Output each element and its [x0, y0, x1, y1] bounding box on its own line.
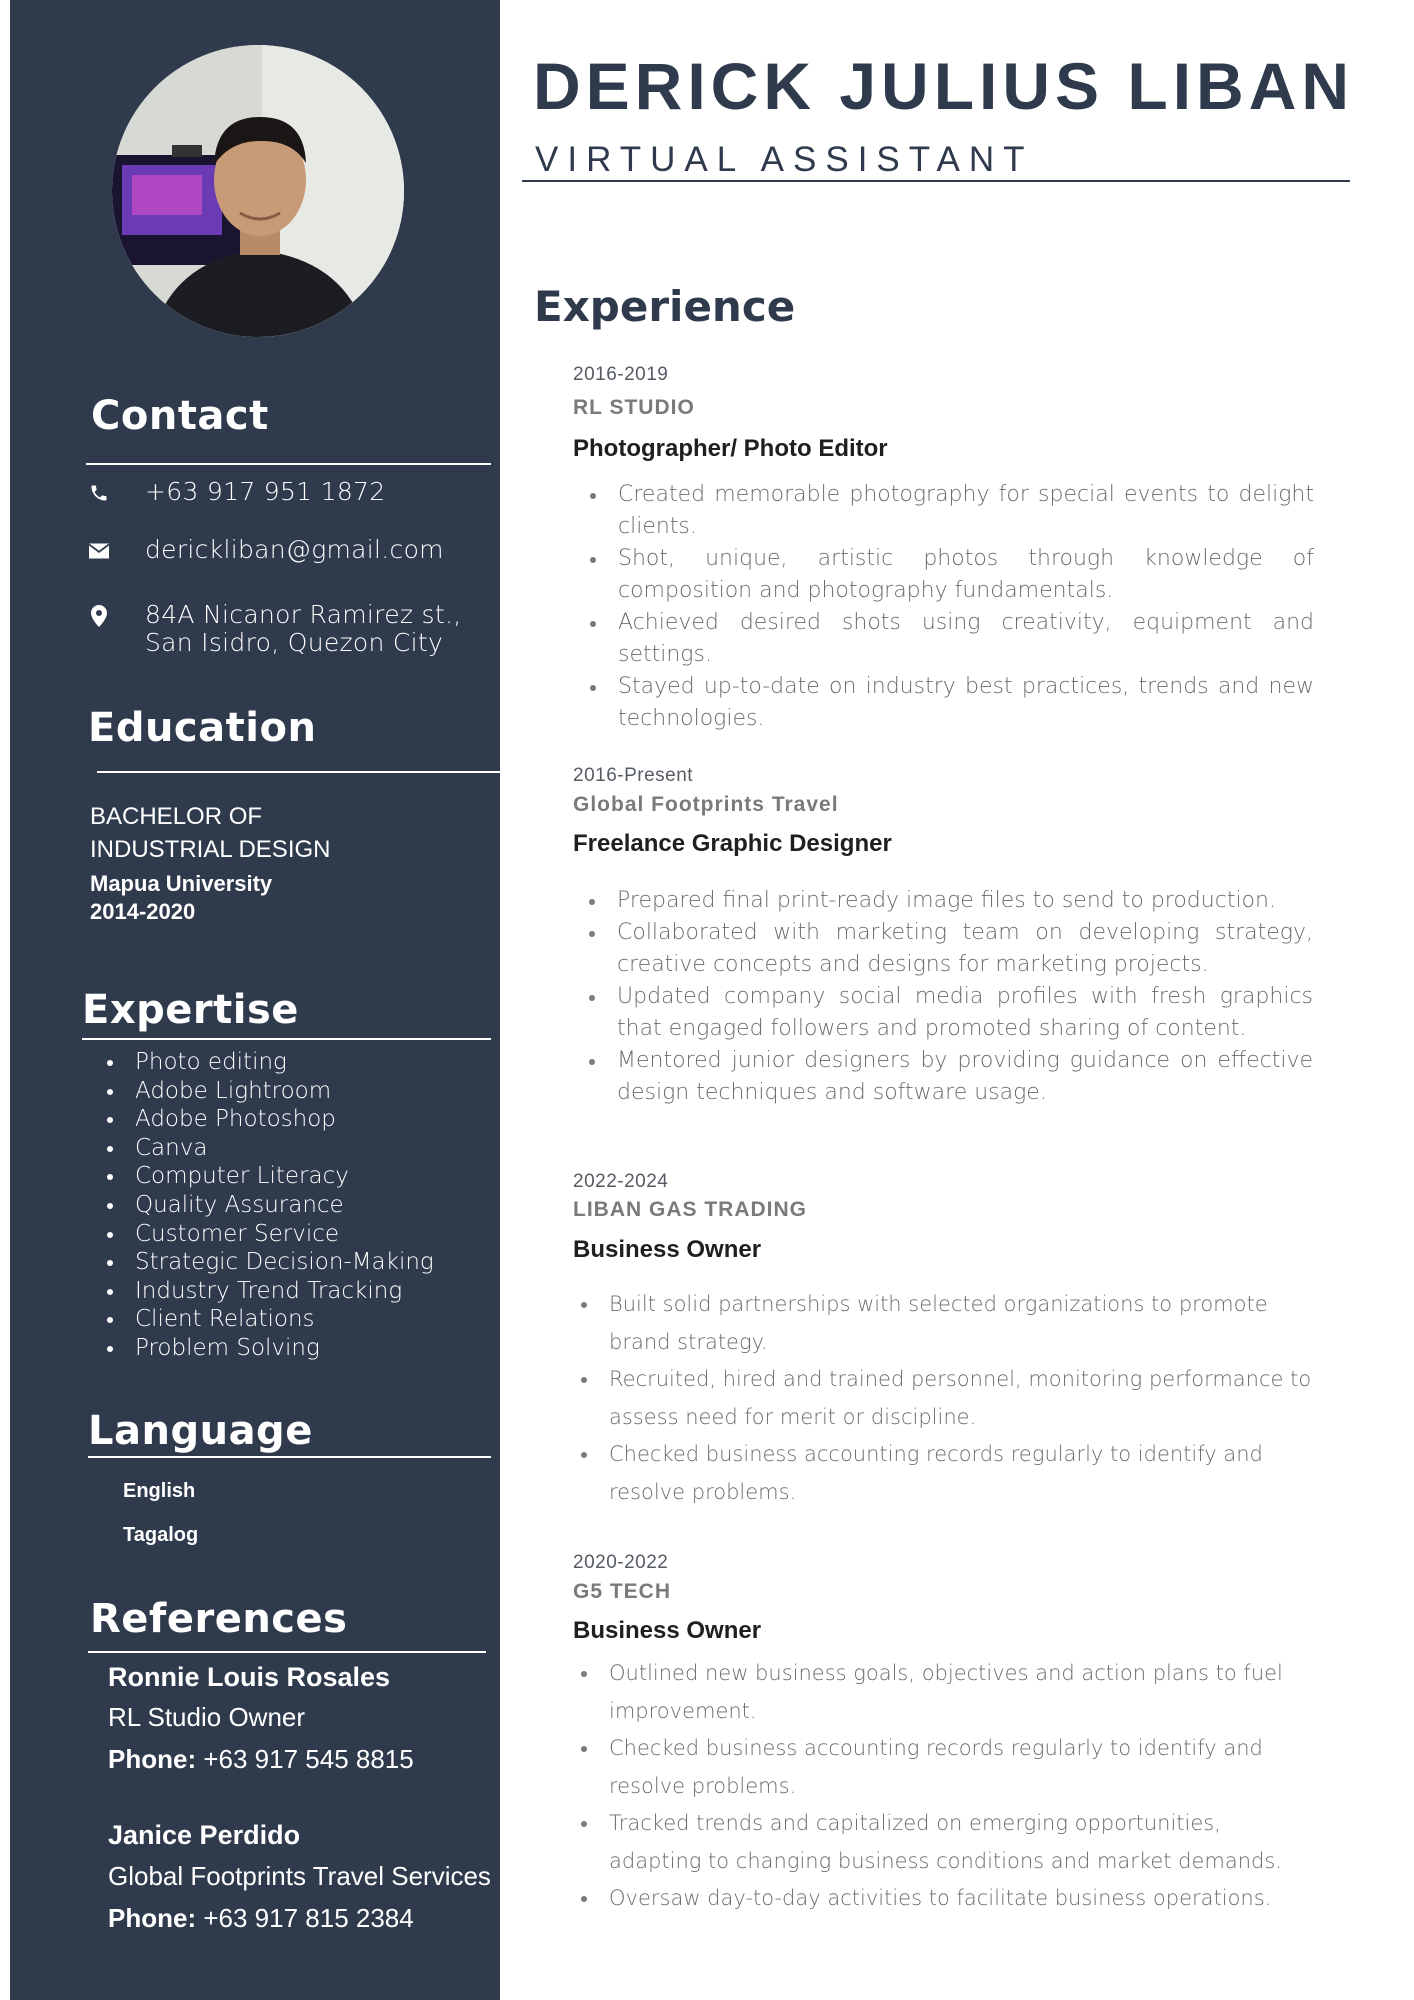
profile-photo — [112, 45, 404, 337]
list-item: Checked business accounting records regularly to identify and resolve problems. — [572, 1730, 1314, 1805]
reference-role: RL Studio Owner — [108, 1702, 306, 1732]
list-item: Stayed up-to-date on industry best practices, trends and new technologies. — [581, 671, 1314, 735]
list-item: Adobe Lightroom — [105, 1077, 434, 1106]
contact-divider — [86, 463, 491, 465]
contact-email — [88, 536, 444, 564]
job-years: 2016-2019 — [573, 364, 669, 385]
list-item: Quality Assurance — [105, 1191, 434, 1220]
list-item: Updated company social media profiles with fresh graphics that engaged followers and promoted sharing of content. — [580, 981, 1313, 1045]
job-years: 2016-Present — [573, 765, 694, 786]
job-company: Global Footprints Travel — [573, 793, 839, 816]
job-title: Business Owner — [573, 1617, 762, 1644]
sidebar — [10, 0, 500, 2000]
contact-heading: Contact — [91, 393, 269, 439]
reference-phone: Phone: +63 917 815 2384 — [108, 1903, 414, 1933]
list-item: Outlined new business goals, objectives and action plans to fuel improvement. — [572, 1655, 1314, 1730]
education-heading: Education — [88, 705, 317, 751]
list-item: Checked business accounting records regularly to identify and resolve problems. — [572, 1436, 1314, 1511]
list-item: Canva — [105, 1134, 434, 1163]
list-item: Mentored junior designers by providing guidance on effective design techniques and software usage. — [580, 1045, 1313, 1109]
list-item: Problem Solving — [105, 1334, 434, 1363]
education-school: Mapua University 2014-2020 — [90, 871, 273, 924]
list-item: Strategic Decision-Making — [105, 1248, 434, 1277]
phone-icon — [88, 482, 110, 504]
address-text: 84A Nicanor Ramirez st., San Isidro, Quezon City — [145, 600, 462, 657]
job-bullets — [581, 479, 1314, 735]
education-divider — [97, 771, 500, 773]
envelope-icon — [88, 540, 110, 562]
references-heading: References — [90, 1596, 348, 1642]
references-divider — [88, 1651, 486, 1653]
phone-text: +63 917 951 1872 — [145, 477, 386, 506]
job-company: RL STUDIO — [573, 396, 695, 419]
reference-name: Janice Perdido — [108, 1820, 301, 1850]
job-bullets — [572, 1655, 1314, 1918]
list-item: Computer Literacy — [105, 1162, 434, 1191]
list-item: Photo editing — [105, 1048, 434, 1077]
candidate-role: VIRTUAL ASSISTANT — [535, 140, 1034, 179]
reference-phone: Phone: +63 917 545 8815 — [108, 1744, 414, 1774]
list-item: Collaborated with marketing team on developing strategy, creative concepts and designs for marketing projects. — [580, 917, 1313, 981]
list-item: Recruited, hired and trained personnel, monitoring performance to assess need for merit or discipline. — [572, 1361, 1314, 1436]
education-degree: BACHELOR OF INDUSTRIAL DESIGN — [90, 803, 331, 863]
list-item: Customer Service — [105, 1220, 434, 1249]
job-title: Business Owner — [573, 1236, 762, 1263]
experience-heading: Experience — [534, 282, 796, 331]
job-years: 2020-2022 — [573, 1552, 669, 1573]
reference-name: Ronnie Louis Rosales — [108, 1662, 391, 1692]
email-link[interactable]: derickliban@gmail.com — [145, 535, 444, 564]
list-item: Industry Trend Tracking — [105, 1277, 434, 1306]
job-bullets — [572, 1286, 1314, 1511]
list-item: Prepared final print-ready image files to send to production. — [580, 885, 1313, 917]
header-divider — [522, 180, 1350, 182]
candidate-name: DERICK JULIUS LIBAN — [533, 49, 1355, 123]
job-years: 2022-2024 — [573, 1171, 669, 1192]
job-company: G5 TECH — [573, 1580, 672, 1603]
language-item-tagalog: Tagalog — [123, 1524, 199, 1546]
language-divider — [88, 1456, 491, 1458]
contact-address — [88, 601, 461, 657]
expertise-list — [105, 1048, 434, 1363]
job-company: LIBAN GAS TRADING — [573, 1198, 807, 1221]
job-title: Freelance Graphic Designer — [573, 830, 892, 857]
expertise-heading: Expertise — [82, 987, 299, 1033]
language-item-english: English — [123, 1480, 196, 1502]
language-heading: Language — [88, 1408, 313, 1454]
contact-phone — [88, 478, 385, 506]
map-pin-icon — [88, 605, 110, 627]
reference-role: Global Footprints Travel Services — [108, 1861, 491, 1891]
list-item: Oversaw day-to-day activities to facilitate business operations. — [572, 1880, 1314, 1918]
list-item: Achieved desired shots using creativity, equipment and settings. — [581, 607, 1314, 671]
list-item: Shot, unique, artistic photos through knowledge of composition and photography fundamentals. — [581, 543, 1314, 607]
job-title: Photographer/ Photo Editor — [573, 435, 888, 462]
list-item: Built solid partnerships with selected organizations to promote brand strategy. — [572, 1286, 1314, 1361]
list-item: Client Relations — [105, 1305, 434, 1334]
list-item: Adobe Photoshop — [105, 1105, 434, 1134]
list-item: Tracked trends and capitalized on emerging opportunities, adapting to changing business conditions and market demands. — [572, 1805, 1314, 1880]
job-bullets — [580, 885, 1313, 1109]
list-item: Created memorable photography for special events to delight clients. — [581, 479, 1314, 543]
expertise-divider — [82, 1038, 491, 1040]
